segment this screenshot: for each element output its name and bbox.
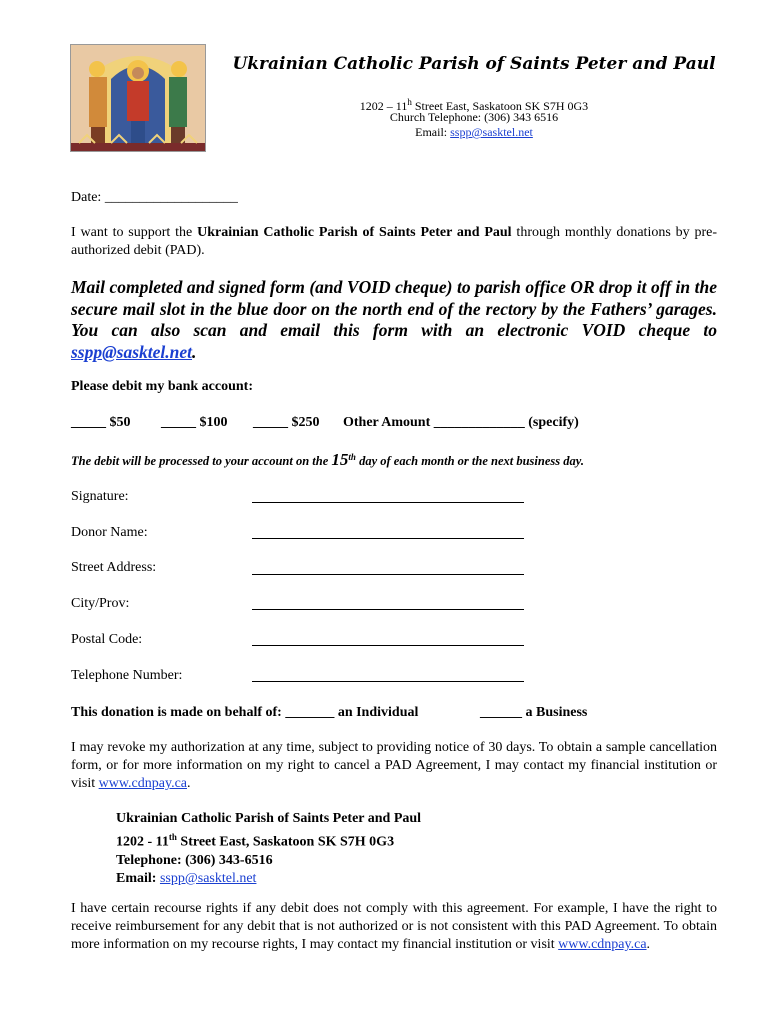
signature-line[interactable] <box>252 502 524 503</box>
postal-code-line[interactable] <box>252 645 524 646</box>
city-prov-label: City/Prov: <box>71 596 130 611</box>
street-address-label: Street Address: <box>71 560 157 575</box>
parish-address: 1202 – 11$^h$ Street East, Saskatoon SK S7H 0G3 <box>359 97 589 113</box>
telephone-label: Telephone Number: <box>71 668 183 683</box>
cdnpay-recourse-link[interactable]: www.cdnpay.ca <box>558 937 647 952</box>
debit-processing-note: The debit will be processed to your account on the 15th day of each month or the next business day. <box>71 450 584 469</box>
contact-address: 1202 - 11th Street East, Saskatoon SK S7H 0G3 <box>116 832 395 850</box>
postal-code-label: Postal Code: <box>71 632 143 647</box>
amount-50-option[interactable]: _____ $50 <box>71 415 131 430</box>
contact-email-link[interactable]: sspp@sasktel.net <box>159 870 257 886</box>
recourse-paragraph: I have certain recourse rights if any debit does not comply with this agreement. For example, I have the right to receive reimbursement for any debit that is not authorized or is not consistent with this PAD Agreement. To obtain more information on my recourse rights, I may contact my financial institution or visit www.cdnpay.ca. <box>71 901 717 952</box>
intro-paragraph: I want to support the Ukrainian Catholic Parish of Saints Peter and Paul through monthly donations by pre-authorized debit (PAD). <box>71 225 718 258</box>
cdnpay-link[interactable]: www.cdnpay.ca <box>98 776 187 791</box>
mailing-instructions: Mail completed and signed form (and VOID cheque) to parish office OR drop it off in the secure mail slot in the blue door on the north end of the rectory by the Fathers’ garages. You can also scan and email this form with an electronic VOID cheque to sspp@sasktel.net. <box>71 277 717 362</box>
donation-behalf-individual[interactable]: This donation is made on behalf of: _______ an Individual <box>71 705 419 720</box>
debit-heading: Please debit my bank account: <box>71 379 253 394</box>
other-amount-field[interactable]: Other Amount _____________ (specify) <box>343 415 579 430</box>
street-address-line[interactable] <box>252 574 524 575</box>
icon-saints-illustration <box>71 45 205 151</box>
church-telephone: Church Telephone: (306) 343 6516 <box>389 110 559 124</box>
city-prov-line[interactable] <box>252 609 524 610</box>
signature-label: Signature: <box>71 489 129 504</box>
donor-name-label: Donor Name: <box>71 525 148 540</box>
parish-icon-image <box>70 44 206 152</box>
contact-phone: Telephone: (306) 343-6516 <box>116 852 273 868</box>
telephone-line[interactable] <box>252 681 524 682</box>
contact-block <box>116 810 676 888</box>
parish-email-line: Email: sspp@sasktel.net <box>415 125 533 139</box>
parish-title: Ukrainian Catholic Parish of Saints Peter and Paul <box>232 54 716 74</box>
revoke-paragraph: I may revoke my authorization at any time, subject to providing notice of 30 days. To obtain a sample cancellation form, or for more information on my right to cancel a PAD Agreement, I may contact my financial institution or visit www.cdnpay.ca. <box>71 740 717 791</box>
donor-name-line[interactable] <box>252 538 524 539</box>
contact-email-line: Email: sspp@sasktel.net <box>116 870 257 886</box>
amount-100-option[interactable]: _____ $100 <box>161 415 228 430</box>
amount-250-option[interactable]: _____ $250 <box>253 415 320 430</box>
parish-email-link[interactable]: sspp@sasktel.net <box>450 125 533 139</box>
donation-behalf-business[interactable]: ______ a Business <box>480 705 588 720</box>
contact-name: Ukrainian Catholic Parish of Saints Peter and Paul <box>116 811 422 826</box>
instructions-email-link[interactable]: sspp@sasktel.net <box>71 341 193 362</box>
date-field[interactable]: Date: ___________________ <box>71 190 238 205</box>
